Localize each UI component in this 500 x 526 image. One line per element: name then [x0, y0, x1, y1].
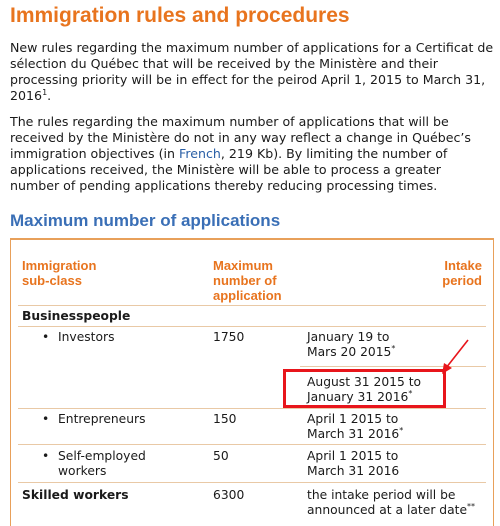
- row-divider: [18, 482, 486, 483]
- intro-paragraph: [10, 40, 494, 104]
- intro-end: .: [47, 88, 52, 103]
- rules-text-a: The rules regarding the maximum number of applications that will be received by the Ministère do not in any way reflect a change in Québec’s immigration objectives (in: [10, 114, 471, 161]
- intro-text: New rules regarding the maximum number of applications for a Certificat de sélection du Québec that will be received by the Ministère and their processing priority will be in effect for the peirod April 1, 2015 to March 31, 2016: [10, 40, 494, 103]
- self-employed-period: April 1 2015 to March 31 2016: [307, 449, 400, 478]
- rules-paragraph: [10, 114, 494, 194]
- entrepreneurs-max: 150: [213, 412, 237, 426]
- header-subclass: Immigration sub-class: [22, 258, 97, 288]
- header-intake-period: Intake period: [442, 258, 482, 288]
- group-businesspeople: Businesspeople: [22, 309, 131, 323]
- row-label-skilled-workers: Skilled workers: [22, 488, 129, 502]
- rules-text-b: , 219 Kb). By limiting the number of applications received, the Ministère will be able to process a greater number of pending applications thereby reducing processing times.: [10, 146, 448, 193]
- row-label-investors: • Investors: [58, 330, 114, 345]
- row-divider: [18, 444, 486, 445]
- row-divider: [18, 408, 486, 409]
- skilled-workers-period: the intake period will be announced at a later date**: [307, 488, 476, 517]
- investors-period-2: August 31 2015 to January 31 2016*: [307, 375, 422, 404]
- skilled-workers-max: 6300: [213, 488, 245, 502]
- investors-period-1: January 19 to Mars 20 2015*: [307, 330, 396, 359]
- red-arrow-icon: [430, 336, 490, 382]
- header-maximum: Maximum number of application: [213, 258, 282, 303]
- french-link[interactable]: French: [179, 146, 221, 161]
- row-divider: [18, 305, 486, 306]
- footnote-ref[interactable]: 1: [42, 87, 48, 97]
- highlight-box: [283, 369, 446, 408]
- section-title: Maximum number of applications: [10, 211, 281, 230]
- row-label-self-employed: • Self-employed workers: [58, 449, 146, 479]
- row-divider: [18, 326, 486, 327]
- entrepreneurs-period: April 1 2015 to March 31 2016*: [307, 412, 404, 441]
- investors-max: 1750: [213, 330, 245, 344]
- self-employed-max: 50: [213, 449, 229, 463]
- row-label-entrepreneurs: • Entrepreneurs: [58, 412, 146, 427]
- page-title: Immigration rules and procedures: [10, 4, 350, 27]
